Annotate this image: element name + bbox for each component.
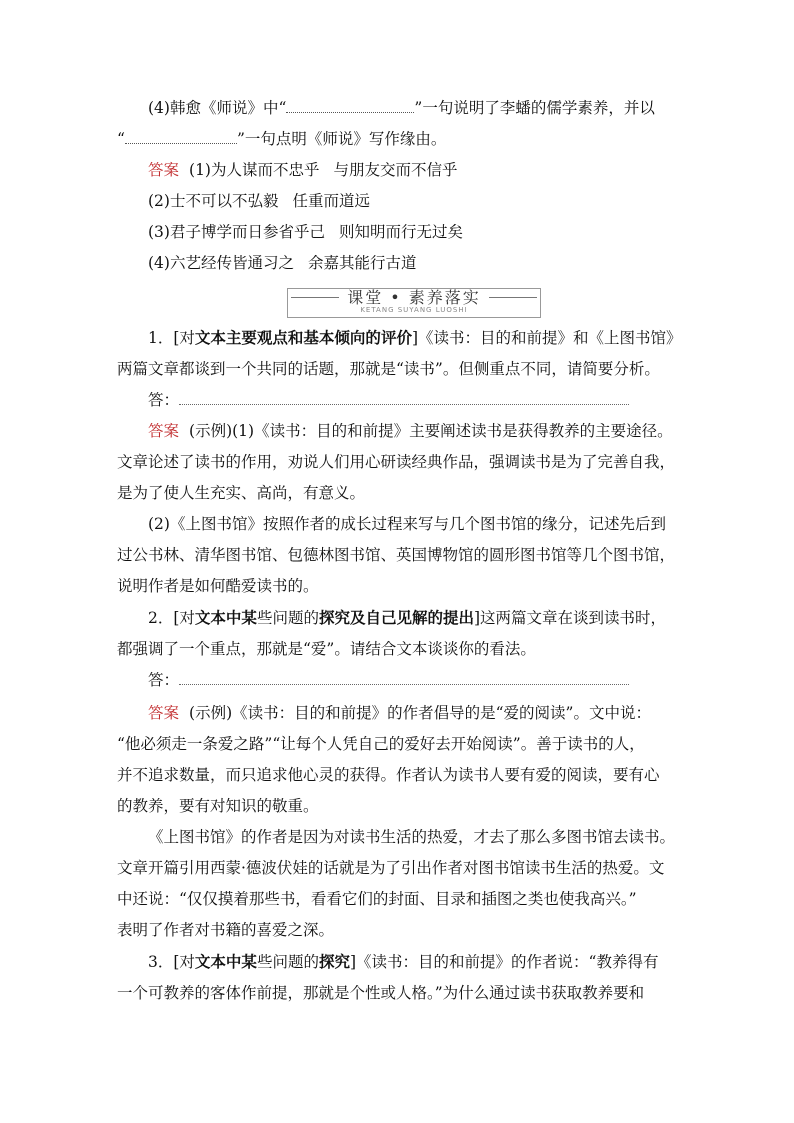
q2-tag: 些问题的	[256, 609, 319, 627]
answer-part: 与朋友交而不信乎	[333, 161, 458, 179]
q1-answer-line: 文章论述了读书的作用，劝说人们用心研读经典作品，强调读书是为了完善自我，	[117, 453, 676, 471]
q1-answer-line: 说明作者是如何酷爱读书的。	[117, 577, 319, 595]
answer-part: 余嘉其能行古道	[307, 254, 417, 272]
q3-stem	[148, 952, 658, 972]
q2-text: ]这两篇文章在谈到读书时，	[473, 609, 667, 627]
q2-answer-line: 《上图书馆》的作者是因为对读书生活的热爱，才去了那么多图书馆去读书。	[148, 828, 676, 846]
answer-blank[interactable]	[179, 391, 629, 405]
answer-label: 答案	[148, 422, 180, 440]
fill-blank[interactable]	[286, 98, 414, 113]
answer-label: 答案	[148, 704, 180, 722]
answer-part: (4)六艺经传皆通习之	[148, 254, 294, 272]
q2-answer-line: “他必须走一条爱之路”“让每个人凭自己的爱好去开始阅读”。善于读书的人，	[117, 735, 645, 753]
q4-line2	[117, 129, 446, 149]
answer-prefix: 答：	[148, 671, 180, 689]
q4-text: (4)韩愈《师说》中“	[148, 99, 287, 117]
q1-stem	[148, 328, 682, 348]
q1-answer-line: (2)《上图书馆》按照作者的成长过程来写与几个图书馆的缘分，记述先后到	[148, 515, 666, 533]
fill-blank[interactable]	[125, 129, 237, 144]
answer-line	[148, 222, 463, 242]
q3-text: ]《读书：目的和前提》的作者说：“教养得有	[349, 953, 659, 971]
q3-stem-line2: 一个可教养的客体作前提，那就是个性或人格。”为什么通过读书获取教养要和	[117, 984, 645, 1002]
q4-text: ”一句说明了李蟠的儒学素养，并以	[414, 99, 655, 117]
answer-blank[interactable]	[179, 671, 629, 685]
banner-subtitle: KETANG SUYANG LUOSHI	[360, 306, 468, 314]
q2-tag: 文本中某	[194, 609, 257, 627]
q2-tag: 探究及自己见解的提出	[318, 609, 474, 627]
q1-tag: 评价	[380, 329, 412, 347]
q2-stem-line2: 都强调了一个重点，那就是“爱”。请结合文本谈谈你的看法。	[117, 640, 536, 658]
banner-title: 课堂 • 素养落实	[347, 288, 481, 307]
q3-tag: 文本中某	[194, 953, 257, 971]
answer-line	[148, 253, 416, 273]
q2-answer-line	[148, 703, 651, 723]
q2-answer-line: 文章开篇引用西蒙·德波伏娃的话就是为了引出作者对图书馆读书生活的热爱。文	[117, 859, 665, 877]
answer-part: 任重而道远	[292, 192, 370, 210]
section-banner	[287, 284, 541, 320]
q3-tag: 探究	[318, 953, 350, 971]
q2-answer-line: 中还说：“仅仅摸着那些书，看看它们的封面、目录和插图之类也使我高兴。”	[117, 890, 637, 908]
q4-text: “	[117, 130, 125, 148]
q2-answer-line: 的教养，要有对知识的敬重。	[117, 797, 319, 815]
q1-answer-field	[148, 390, 629, 410]
q3-number: 3．[对	[148, 953, 195, 971]
q4-line1	[148, 98, 655, 118]
q1-stem-line2: 两篇文章都谈到一个共同的话题，那就是“读书”。但侧重点不同，请简要分析。	[117, 360, 660, 378]
answer-part: 则知明而行无过矣	[338, 223, 463, 241]
q1-tag: 文本主要观点和基本倾向的	[194, 329, 381, 347]
q4-text: ”一句点明《师说》写作缘由。	[236, 130, 447, 148]
q2-stem	[148, 608, 666, 628]
q1-answer-line: 过公书林、清华图书馆、包德林图书馆、英国博物馆的圆形图书馆等几个图书馆，	[117, 546, 676, 564]
answer-line	[148, 160, 458, 180]
q1-answer-line: 是为了使人生充实、高尚，有意义。	[117, 484, 366, 502]
answer-prefix: 答：	[148, 391, 180, 409]
q1-answer-line	[148, 421, 673, 441]
answer-part: (1)为人谋而不忠乎	[189, 161, 320, 179]
q1-text: ]《读书：目的和前提》和《上图书馆》	[411, 329, 682, 347]
answer-text: (示例)(1)《读书：目的和前提》主要阐述读书是获得教养的主要途径。	[189, 422, 673, 440]
answer-part: (3)君子博学而日参省乎己	[148, 223, 325, 241]
answer-part: (2)士不可以不弘毅	[148, 192, 279, 210]
q1-number: 1．[对	[148, 329, 195, 347]
q2-answer-field	[148, 670, 629, 690]
q2-answer-line: 表明了作者对书籍的喜爱之深。	[117, 921, 335, 939]
q3-tag: 些问题的	[256, 953, 319, 971]
q2-number: 2．[对	[148, 609, 195, 627]
answer-label: 答案	[148, 161, 180, 179]
answer-line	[148, 191, 370, 211]
q2-answer-line: 并不追求数量，而只追求他心灵的获得。作者认为读书人要有爱的阅读，要有心	[117, 766, 660, 784]
answer-text: (示例)《读书：目的和前提》的作者倡导的是“爱的阅读”。文中说：	[189, 704, 651, 722]
